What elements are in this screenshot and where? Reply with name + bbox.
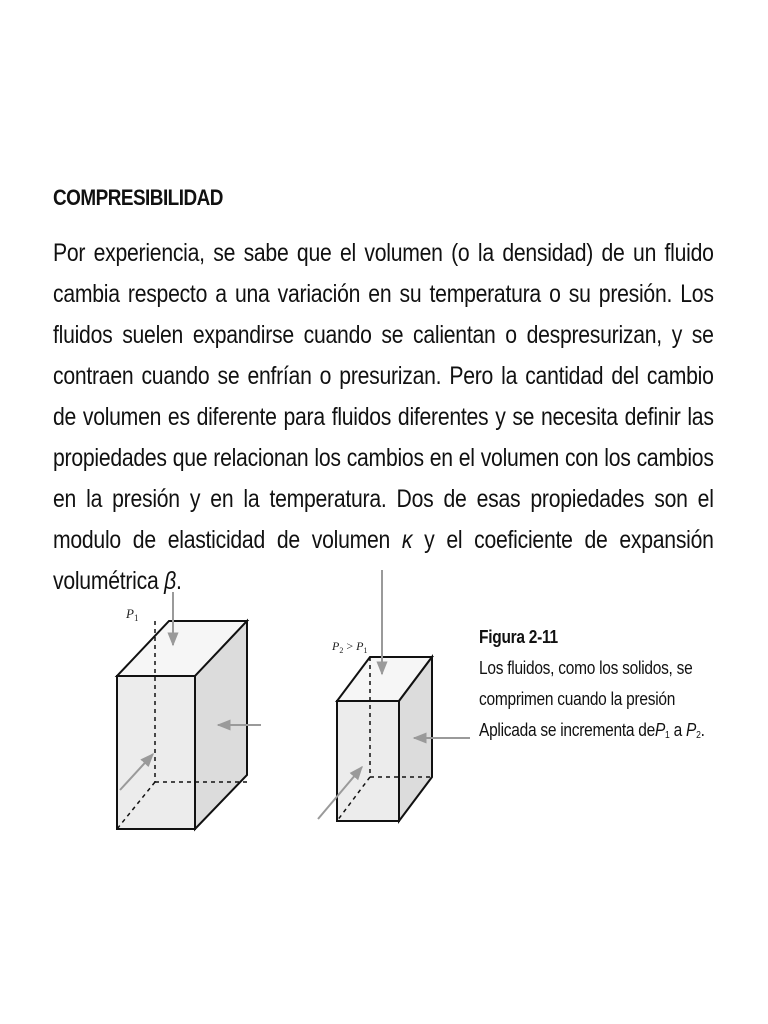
- kappa-symbol: κ: [401, 526, 413, 554]
- section-heading: COMPRESIBILIDAD: [53, 185, 223, 210]
- body-paragraph: [53, 233, 714, 602]
- large-cube-front-face: [117, 676, 195, 829]
- paragraph-end-text: .: [175, 567, 182, 595]
- caption-title: Figura 2-11: [479, 627, 558, 647]
- small-cube-pressure-label: $P_2 > P_1$: [332, 639, 368, 655]
- beta-symbol: β: [164, 567, 176, 595]
- small-cube: [318, 570, 470, 821]
- figure-caption: [479, 622, 720, 751]
- caption-line: Los fluidos, como los solidos, se: [479, 658, 693, 678]
- paragraph-mid-text: y el coeficiente de expansión volumétrica: [53, 526, 714, 595]
- large-cube: [117, 592, 261, 829]
- caption-line: comprimen cuando la presión: [479, 689, 676, 709]
- caption-line: Aplicada se incrementa deP$_1$ a $P_2$.: [479, 720, 705, 741]
- large-cube-pressure-label: $P_1$: [126, 606, 139, 623]
- paragraph-main-text: Por experiencia, se sabe que el volumen (o la densidad) de un fluido cambia respecto a una variación en su temperatura o su presión. Los fluidos suelen expandirse cuando se calientan o despresurizan, y se contraen cuando se enfrían o presurizan. Pero la cantidad del cambio de volumen es diferente para fluidos diferentes y se necesita definir las propiedades que relacionan los cambios en el volumen con los cambios en la presión y en la temperatura. Dos de esas propiedades son el modulo de elasticidad de volumen: [53, 239, 714, 554]
- small-cube-front-face: [337, 701, 399, 821]
